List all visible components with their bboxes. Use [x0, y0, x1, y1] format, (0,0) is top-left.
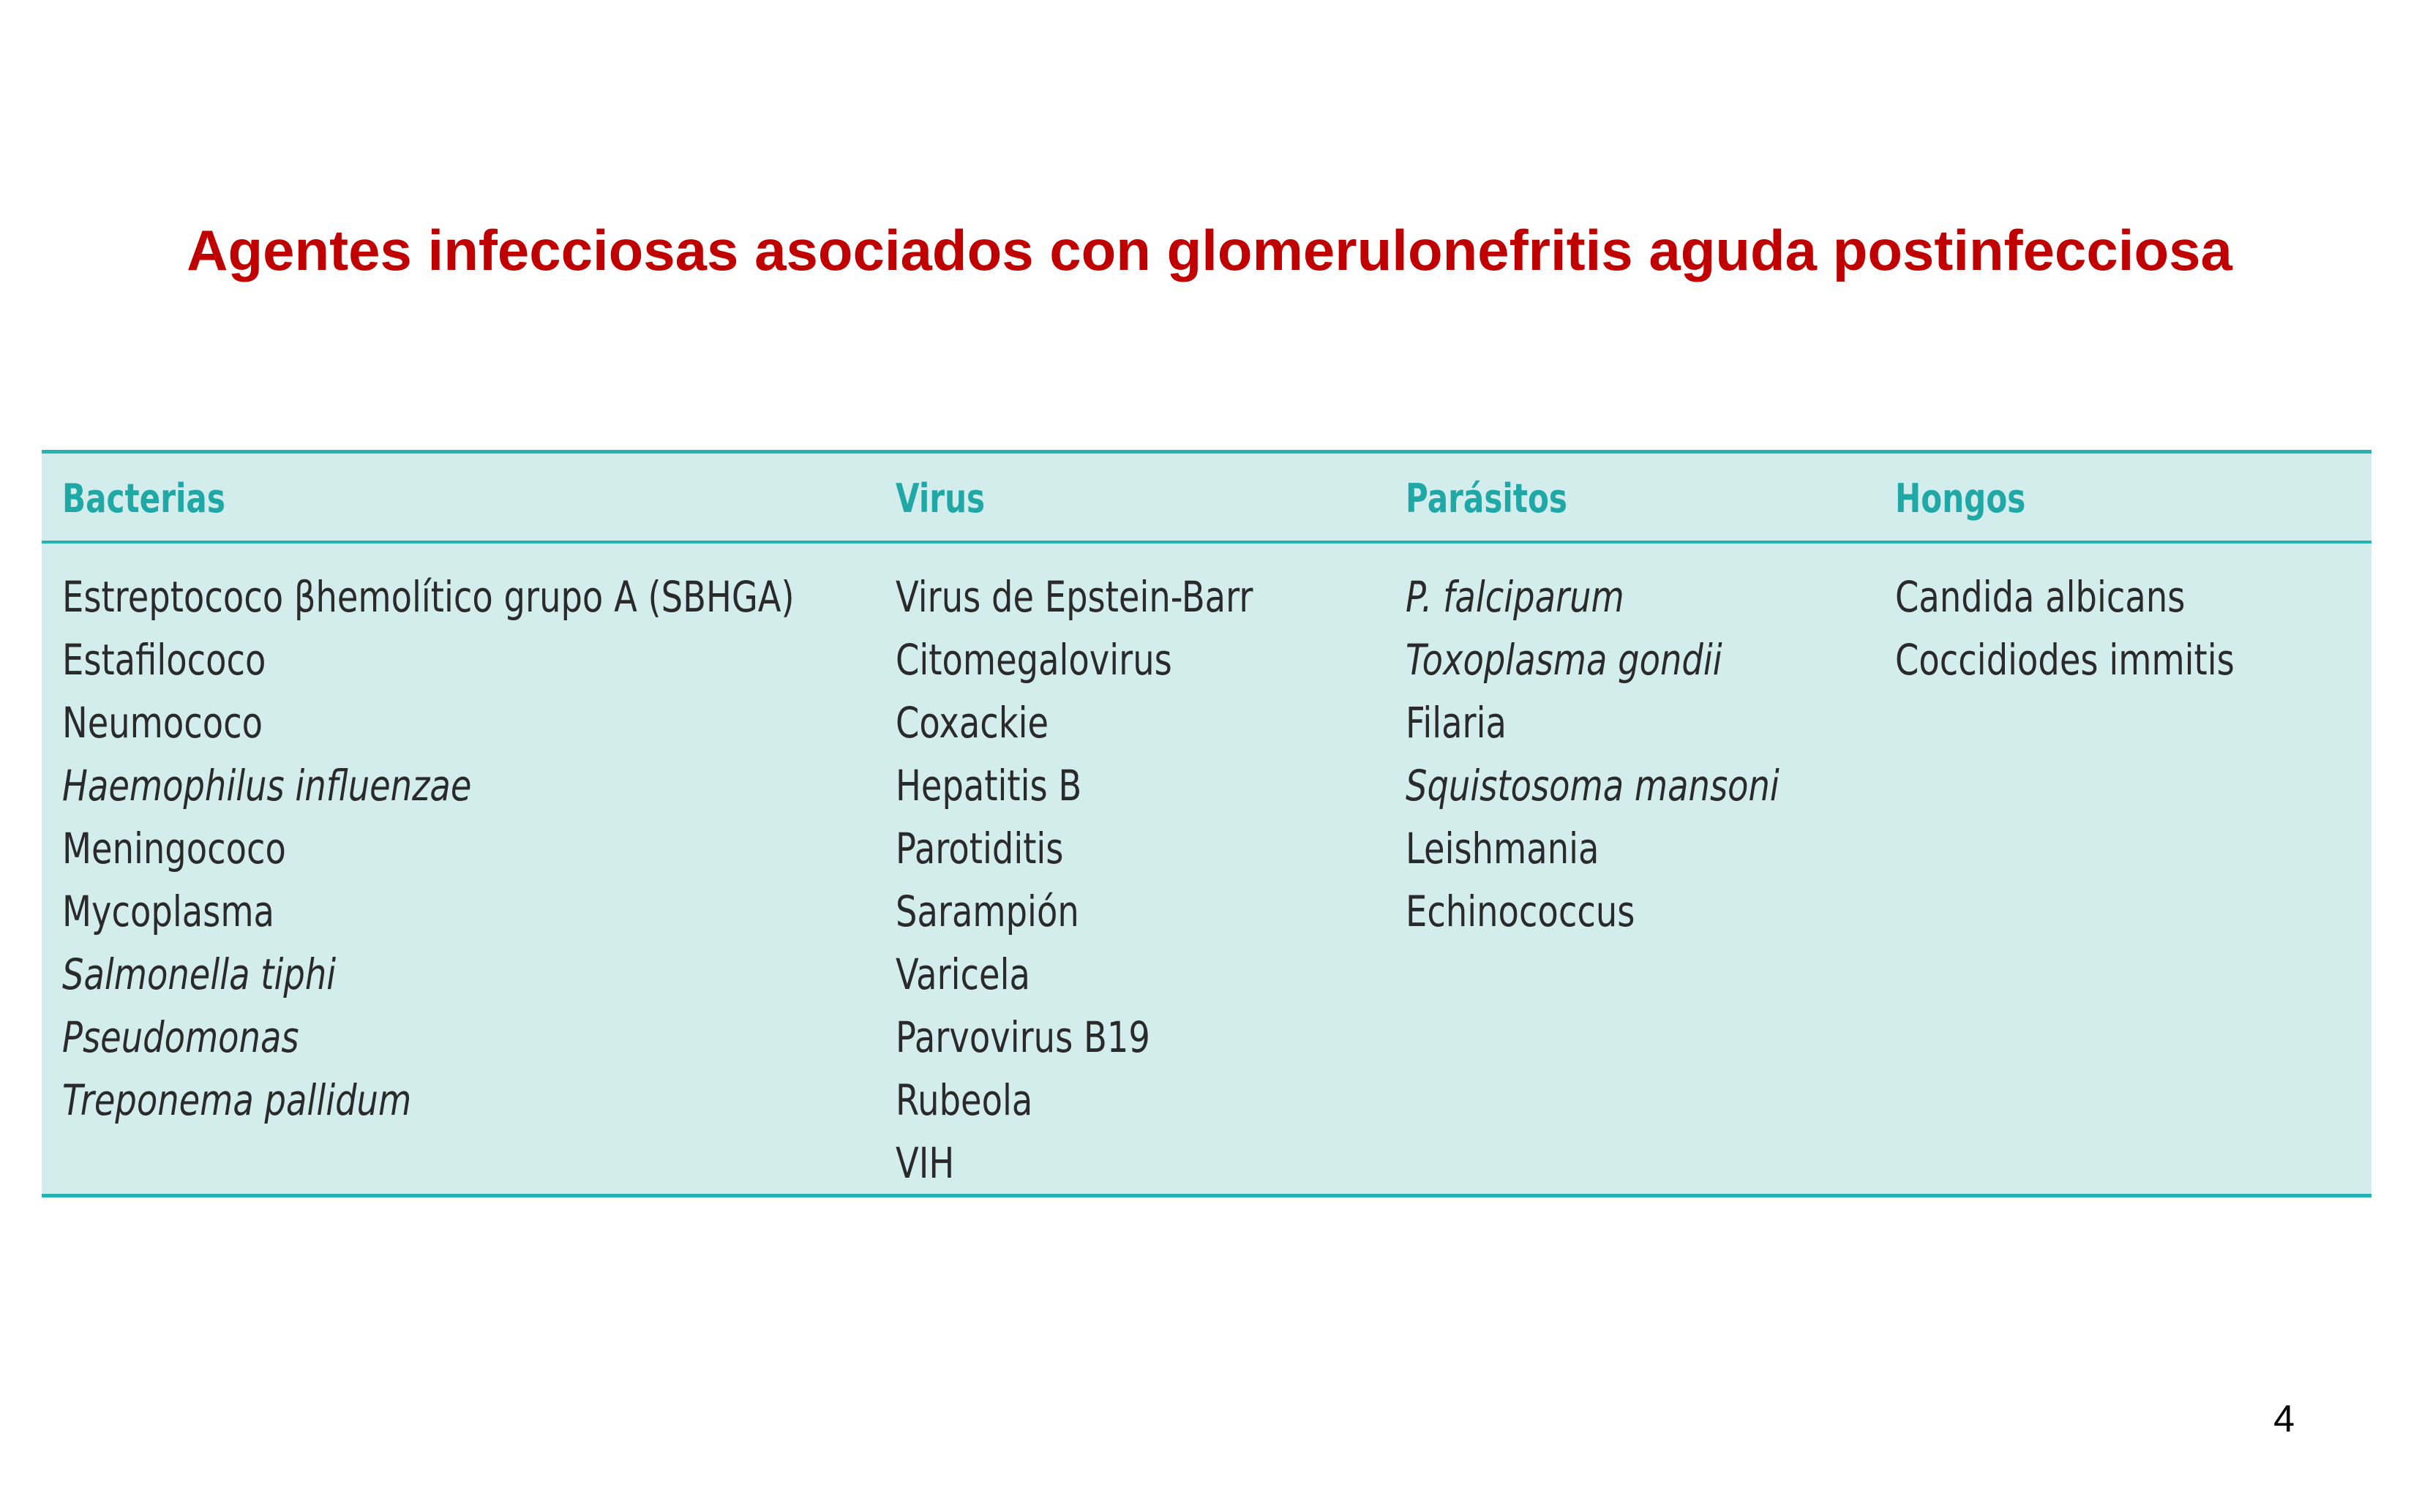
table-cell-item: Coccidiodes immitis [1895, 635, 2235, 685]
table-cell-item: Candida albicans [1895, 572, 2186, 622]
table-cell-item: P. falciparum [1406, 572, 1624, 622]
table-cell-item: Mycoplasma [62, 887, 274, 936]
column-list-bacterias [62, 565, 978, 1132]
column-list-virus [896, 565, 1343, 1195]
table-cell-item: Salmonella tiphi [62, 949, 337, 999]
column-header-parasitos: Parásitos [1406, 475, 1568, 522]
column-header-virus: Virus [896, 475, 986, 522]
table-cell-item: Estreptococo βhemolítico grupo A (SBHGA) [62, 572, 795, 622]
table-cell-item: Virus de Epstein-Barr [896, 572, 1253, 622]
table-cell-item: Neumococo [62, 698, 263, 748]
table-cell-item: Leishmania [1406, 824, 1599, 873]
table-cell-item: Coxackie [896, 698, 1049, 748]
table-cell-item: Varicela [896, 949, 1030, 999]
table-cell-item: Parvovirus B19 [896, 1012, 1150, 1062]
table-cell-item: Hepatitis B [896, 761, 1082, 810]
table-cell-item: Squistosoma mansoni [1406, 761, 1779, 810]
column-list-parasitos [1406, 565, 1873, 943]
column-list-hongos [1895, 565, 2319, 691]
slide-title: Agentes infecciosas asociados con glomerulonefritis aguda postinfecciosa [187, 218, 2232, 282]
column-header-hongos: Hongos [1895, 475, 2026, 522]
page-number: 4 [2273, 1398, 2295, 1440]
table-cell-item: Toxoplasma gondii [1406, 635, 1722, 685]
table-cell-item: Citomegalovirus [896, 635, 1172, 685]
table-cell-item: Sarampión [896, 887, 1079, 936]
table-cell-item: Meningococo [62, 824, 286, 873]
table-header-row [42, 454, 2371, 544]
agents-table [42, 450, 2371, 1197]
table-cell-item: Rubeola [896, 1075, 1033, 1125]
table-cell-item: Haemophilus influenzae [62, 761, 472, 810]
table-cell-item: VIH [896, 1138, 955, 1188]
table-cell-item: Filaria [1406, 698, 1507, 748]
table-cell-item: Estafilococo [62, 635, 266, 685]
column-header-bacterias: Bacterias [62, 475, 225, 522]
table-cell-item: Treponema pallidum [62, 1075, 412, 1125]
table-cell-item: Parotiditis [896, 824, 1064, 873]
table-cell-item: Pseudomonas [62, 1012, 299, 1062]
table-cell-item: Echinococcus [1406, 887, 1635, 936]
